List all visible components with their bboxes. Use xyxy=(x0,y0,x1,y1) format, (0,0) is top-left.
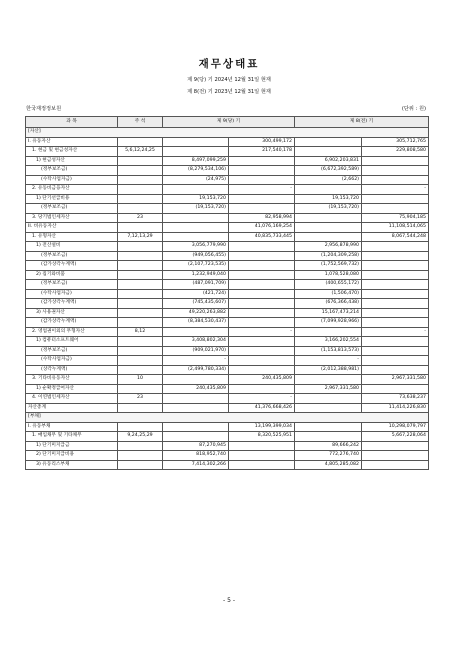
current-detail-amount: (487,091,709) xyxy=(163,280,229,290)
note-ref xyxy=(118,308,163,318)
current-detail-amount: (949,056,455) xyxy=(163,251,229,261)
company-name: 한국재정정보원 xyxy=(26,106,62,112)
current-detail-amount: (2,499,780,334) xyxy=(163,365,229,375)
table-row xyxy=(26,185,429,195)
prior-total-amount xyxy=(362,451,429,461)
account-label: (수탁사업자금) xyxy=(26,175,118,185)
prior-detail-amount xyxy=(295,327,362,337)
account-label: 3. 당기법인세자산 xyxy=(26,213,118,223)
current-detail-amount xyxy=(163,375,229,385)
prior-detail-amount xyxy=(295,137,362,147)
prior-total-amount xyxy=(362,308,429,318)
account-label: 2) 집기와비품 xyxy=(26,270,118,280)
account-label: 3) 사용권자산 xyxy=(26,308,118,318)
prior-total-amount xyxy=(362,242,429,252)
prior-detail-amount: 89,666,242 xyxy=(295,441,362,451)
note-ref xyxy=(118,242,163,252)
current-total-amount xyxy=(229,384,295,394)
table-row xyxy=(26,422,429,432)
current-detail-amount: 240,435,809 xyxy=(163,384,229,394)
account-label: (감가상각누계액) xyxy=(26,261,118,271)
current-total-amount: 41,076,169,254 xyxy=(229,223,295,233)
table-row xyxy=(26,346,429,356)
current-total-amount xyxy=(229,365,295,375)
balance-sheet-table xyxy=(25,116,429,470)
table-row xyxy=(26,375,429,385)
current-detail-amount: (745,435,607) xyxy=(163,299,229,309)
current-total-amount xyxy=(229,242,295,252)
account-label: (정부보조금) xyxy=(26,280,118,290)
current-detail-amount xyxy=(163,232,229,242)
prior-total-amount xyxy=(362,460,429,470)
current-detail-amount xyxy=(163,403,229,413)
table-row xyxy=(26,251,429,261)
current-detail-amount: 87,270,945 xyxy=(163,441,229,451)
section-row xyxy=(26,413,429,423)
current-total-amount xyxy=(229,441,295,451)
prior-total-amount: 8,067,544,248 xyxy=(362,232,429,242)
account-label: 3) 유동리스부채 xyxy=(26,460,118,470)
table-row xyxy=(26,261,429,271)
current-total-amount xyxy=(229,460,295,470)
header-note: 주 석 xyxy=(118,117,163,128)
current-detail-amount: (8,279,534,106) xyxy=(163,166,229,176)
note-ref xyxy=(118,346,163,356)
current-total-amount xyxy=(229,280,295,290)
table-row xyxy=(26,318,429,328)
table-row xyxy=(26,270,429,280)
prior-detail-amount: 6,902,203,831 xyxy=(295,156,362,166)
table-row xyxy=(26,451,429,461)
prior-total-amount: 11,108,514,065 xyxy=(362,223,429,233)
note-ref xyxy=(118,280,163,290)
account-label: (수탁사업자금) xyxy=(26,289,118,299)
current-total-amount xyxy=(229,299,295,309)
current-total-amount: 13,199,399,034 xyxy=(229,422,295,432)
note-ref xyxy=(118,356,163,366)
period-current: 제 9(당) 기 2024년 12월 31일 현재 xyxy=(187,77,271,83)
table-row xyxy=(26,432,429,442)
table-row xyxy=(26,308,429,318)
prior-detail-amount xyxy=(295,213,362,223)
current-detail-amount: 49,220,263,882 xyxy=(163,308,229,318)
current-total-amount xyxy=(229,308,295,318)
note-ref xyxy=(118,318,163,328)
prior-total-amount xyxy=(362,280,429,290)
current-total-amount xyxy=(229,318,295,328)
prior-total-amount xyxy=(362,337,429,347)
note-ref xyxy=(118,185,163,195)
table-row xyxy=(26,327,429,337)
current-detail-amount xyxy=(163,223,229,233)
page-number: - 5 - xyxy=(223,597,235,604)
table-row xyxy=(26,337,429,347)
note-ref xyxy=(118,299,163,309)
account-label: 1. 매입채무 및 기타채무 xyxy=(26,432,118,442)
note-ref xyxy=(118,289,163,299)
account-label: 1) 단기미지급금 xyxy=(26,441,118,451)
current-detail-amount xyxy=(163,394,229,404)
note-ref xyxy=(118,166,163,176)
prior-detail-amount: 1,078,528,080 xyxy=(295,270,362,280)
current-total-amount xyxy=(229,337,295,347)
prior-total-amount xyxy=(362,299,429,309)
current-total-amount xyxy=(229,270,295,280)
account-label: 1) 컴퓨터소프트웨어 xyxy=(26,337,118,347)
table-header-row xyxy=(26,117,429,128)
prior-detail-amount: 772,276,740 xyxy=(295,451,362,461)
table-row xyxy=(26,147,429,157)
current-detail-amount xyxy=(163,432,229,442)
table-row xyxy=(26,394,429,404)
current-total-amount: 82,958,994 xyxy=(229,213,295,223)
prior-total-amount xyxy=(362,356,429,366)
current-total-amount: 41,376,668,426 xyxy=(229,403,295,413)
current-total-amount xyxy=(229,251,295,261)
prior-detail-amount: 2,967,331,580 xyxy=(295,384,362,394)
statement-title: 재무상태표 xyxy=(198,58,260,70)
prior-detail-amount: (7,099,928,966) xyxy=(295,318,362,328)
table-body xyxy=(26,128,429,470)
note-ref xyxy=(118,451,163,461)
account-label: (수탁사업자금) xyxy=(26,356,118,366)
prior-detail-amount: (1,153,813,573) xyxy=(295,346,362,356)
prior-detail-amount: (19,153,720) xyxy=(295,204,362,214)
prior-total-amount: 10,298,079,797 xyxy=(362,422,429,432)
prior-total-amount: 75,904,185 xyxy=(362,213,429,223)
prior-detail-amount xyxy=(295,147,362,157)
current-detail-amount: 1,232,949,040 xyxy=(163,270,229,280)
section-label: [부채] xyxy=(26,413,429,423)
note-ref: 8,12 xyxy=(118,327,163,337)
current-detail-amount: (19,153,720) xyxy=(163,204,229,214)
prior-total-amount xyxy=(362,365,429,375)
current-detail-amount: 3,408,802,304 xyxy=(163,337,229,347)
current-total-amount: 300,499,172 xyxy=(229,137,295,147)
table-row xyxy=(26,460,429,470)
current-total-amount: - xyxy=(229,185,295,195)
prior-detail-amount: (400,655,172) xyxy=(295,280,362,290)
prior-detail-amount: (1,506,470) xyxy=(295,289,362,299)
note-ref xyxy=(118,194,163,204)
account-label: 자산총계 xyxy=(26,403,118,413)
period-prior: 제 8(전) 기 2023년 12월 31일 현재 xyxy=(187,89,271,95)
note-ref xyxy=(118,251,163,261)
account-label: 4. 이연법인세자산 xyxy=(26,394,118,404)
current-detail-amount xyxy=(163,137,229,147)
note-ref xyxy=(118,403,163,413)
note-ref xyxy=(118,441,163,451)
prior-total-amount: 5,667,228,064 xyxy=(362,432,429,442)
table-row xyxy=(26,194,429,204)
header-current-period: 제 9(당) 기 xyxy=(163,117,295,128)
prior-total-amount xyxy=(362,156,429,166)
table-row xyxy=(26,384,429,394)
prior-total-amount xyxy=(362,175,429,185)
account-label: 1) 전산설비 xyxy=(26,242,118,252)
prior-total-amount xyxy=(362,270,429,280)
account-label: (정부보조금) xyxy=(26,346,118,356)
note-ref: 23 xyxy=(118,394,163,404)
current-detail-amount: (24,975) xyxy=(163,175,229,185)
account-label: 1. 유형자산 xyxy=(26,232,118,242)
prior-detail-amount: (1,204,309,258) xyxy=(295,251,362,261)
note-ref xyxy=(118,261,163,271)
current-detail-amount: (909,021,970) xyxy=(163,346,229,356)
prior-detail-amount xyxy=(295,432,362,442)
prior-total-amount xyxy=(362,384,429,394)
account-label: 2. 영업권이외의 무형자산 xyxy=(26,327,118,337)
note-ref xyxy=(118,175,163,185)
account-label: I. 유동부채 xyxy=(26,422,118,432)
prior-total-amount: - xyxy=(362,327,429,337)
prior-detail-amount xyxy=(295,232,362,242)
prior-detail-amount: 19,153,720 xyxy=(295,194,362,204)
current-detail-amount: (421,724) xyxy=(163,289,229,299)
current-detail-amount: (8,384,530,437) xyxy=(163,318,229,328)
section-label: [자산] xyxy=(26,128,429,138)
prior-detail-amount: (676,366,438) xyxy=(295,299,362,309)
current-detail-amount xyxy=(163,327,229,337)
prior-total-amount: 73,638,237 xyxy=(362,394,429,404)
prior-detail-amount: 4,805,285,082 xyxy=(295,460,362,470)
current-total-amount xyxy=(229,166,295,176)
current-total-amount xyxy=(229,156,295,166)
table-row xyxy=(26,213,429,223)
unit-label: (단위 : 원) xyxy=(401,106,426,112)
prior-total-amount xyxy=(362,346,429,356)
account-label: 1) 단기선급비용 xyxy=(26,194,118,204)
account-label: (정부보조금) xyxy=(26,166,118,176)
prior-detail-amount: (2,662) xyxy=(295,175,362,185)
table-row xyxy=(26,280,429,290)
account-label: (감가상각누계액) xyxy=(26,318,118,328)
table-row xyxy=(26,289,429,299)
current-total-amount xyxy=(229,289,295,299)
current-detail-amount xyxy=(163,422,229,432)
prior-detail-amount xyxy=(295,422,362,432)
current-total-amount xyxy=(229,346,295,356)
current-total-amount xyxy=(229,194,295,204)
table-row xyxy=(26,299,429,309)
prior-detail-amount: 15,167,473,214 xyxy=(295,308,362,318)
table-row xyxy=(26,441,429,451)
current-detail-amount: (2,107,723,535) xyxy=(163,261,229,271)
table-row xyxy=(26,356,429,366)
current-detail-amount: 19,153,720 xyxy=(163,194,229,204)
prior-total-amount xyxy=(362,441,429,451)
table-row xyxy=(26,365,429,375)
note-ref xyxy=(118,156,163,166)
prior-total-amount xyxy=(362,166,429,176)
table-row xyxy=(26,166,429,176)
account-label: 2. 유동비금융자산 xyxy=(26,185,118,195)
note-ref xyxy=(118,422,163,432)
prior-total-amount: 305,712,765 xyxy=(362,137,429,147)
prior-detail-amount: - xyxy=(295,356,362,366)
table-row xyxy=(26,137,429,147)
account-label: (정부보조금) xyxy=(26,204,118,214)
current-total-amount xyxy=(229,261,295,271)
account-label: 1) 현금성자산 xyxy=(26,156,118,166)
table-row xyxy=(26,204,429,214)
note-ref: 5,6,12,24,25 xyxy=(118,147,163,157)
note-ref: 23 xyxy=(118,213,163,223)
note-ref xyxy=(118,460,163,470)
current-detail-amount: - xyxy=(163,356,229,366)
account-label: (정부보조금) xyxy=(26,251,118,261)
current-total-amount xyxy=(229,451,295,461)
account-label: (상각누계액) xyxy=(26,365,118,375)
section-row xyxy=(26,128,429,138)
note-ref xyxy=(118,223,163,233)
note-ref xyxy=(118,384,163,394)
prior-detail-amount: (2,012,388,981) xyxy=(295,365,362,375)
note-ref xyxy=(118,204,163,214)
prior-detail-amount xyxy=(295,375,362,385)
current-detail-amount xyxy=(163,147,229,157)
current-total-amount: 8,320,525,951 xyxy=(229,432,295,442)
note-ref: 7,12,13,29 xyxy=(118,232,163,242)
table-row xyxy=(26,156,429,166)
prior-detail-amount: 2,956,878,990 xyxy=(295,242,362,252)
prior-total-amount: - xyxy=(362,185,429,195)
note-ref xyxy=(118,270,163,280)
account-label: I. 유동자산 xyxy=(26,137,118,147)
note-ref: 10 xyxy=(118,375,163,385)
current-total-amount xyxy=(229,175,295,185)
account-label: II. 비유동자산 xyxy=(26,223,118,233)
account-label: 1. 현금 및 현금성자산 xyxy=(26,147,118,157)
prior-total-amount xyxy=(362,251,429,261)
current-total-amount: 40,835,733,445 xyxy=(229,232,295,242)
prior-total-amount xyxy=(362,194,429,204)
prior-total-amount: 2,967,331,580 xyxy=(362,375,429,385)
account-label: 3. 기타비유동자산 xyxy=(26,375,118,385)
header-prior-period: 제 8(전) 기 xyxy=(295,117,429,128)
current-total-amount: - xyxy=(229,327,295,337)
current-detail-amount: 8,497,099,259 xyxy=(163,156,229,166)
note-ref: 9,24,25,29 xyxy=(118,432,163,442)
current-detail-amount xyxy=(163,185,229,195)
table-row xyxy=(26,242,429,252)
table-row xyxy=(26,232,429,242)
account-label: 1) 순확정급여자산 xyxy=(26,384,118,394)
prior-detail-amount: (6,672,392,589) xyxy=(295,166,362,176)
prior-detail-amount xyxy=(295,403,362,413)
current-total-amount xyxy=(229,204,295,214)
current-detail-amount xyxy=(163,213,229,223)
current-total-amount: 217,540,178 xyxy=(229,147,295,157)
prior-total-amount: 11,414,226,830 xyxy=(362,403,429,413)
table-row xyxy=(26,175,429,185)
prior-detail-amount xyxy=(295,394,362,404)
prior-total-amount xyxy=(362,204,429,214)
current-detail-amount: 3,056,779,990 xyxy=(163,242,229,252)
note-ref xyxy=(118,137,163,147)
prior-detail-amount xyxy=(295,223,362,233)
account-label: 2) 단기미지급비용 xyxy=(26,451,118,461)
current-total-amount: - xyxy=(229,394,295,404)
prior-total-amount xyxy=(362,261,429,271)
prior-detail-amount: (1,752,569,732) xyxy=(295,261,362,271)
current-detail-amount: 818,952,740 xyxy=(163,451,229,461)
table-row xyxy=(26,403,429,413)
prior-detail-amount: 3,166,202,554 xyxy=(295,337,362,347)
table-row xyxy=(26,223,429,233)
prior-total-amount xyxy=(362,289,429,299)
prior-total-amount: 229,808,580 xyxy=(362,147,429,157)
prior-total-amount xyxy=(362,318,429,328)
note-ref xyxy=(118,365,163,375)
current-total-amount xyxy=(229,356,295,366)
note-ref xyxy=(118,337,163,347)
prior-detail-amount xyxy=(295,185,362,195)
current-detail-amount: 7,414,302,266 xyxy=(163,460,229,470)
current-total-amount: 240,435,809 xyxy=(229,375,295,385)
header-account: 과 목 xyxy=(26,117,118,128)
account-label: (감가상각누계액) xyxy=(26,299,118,309)
